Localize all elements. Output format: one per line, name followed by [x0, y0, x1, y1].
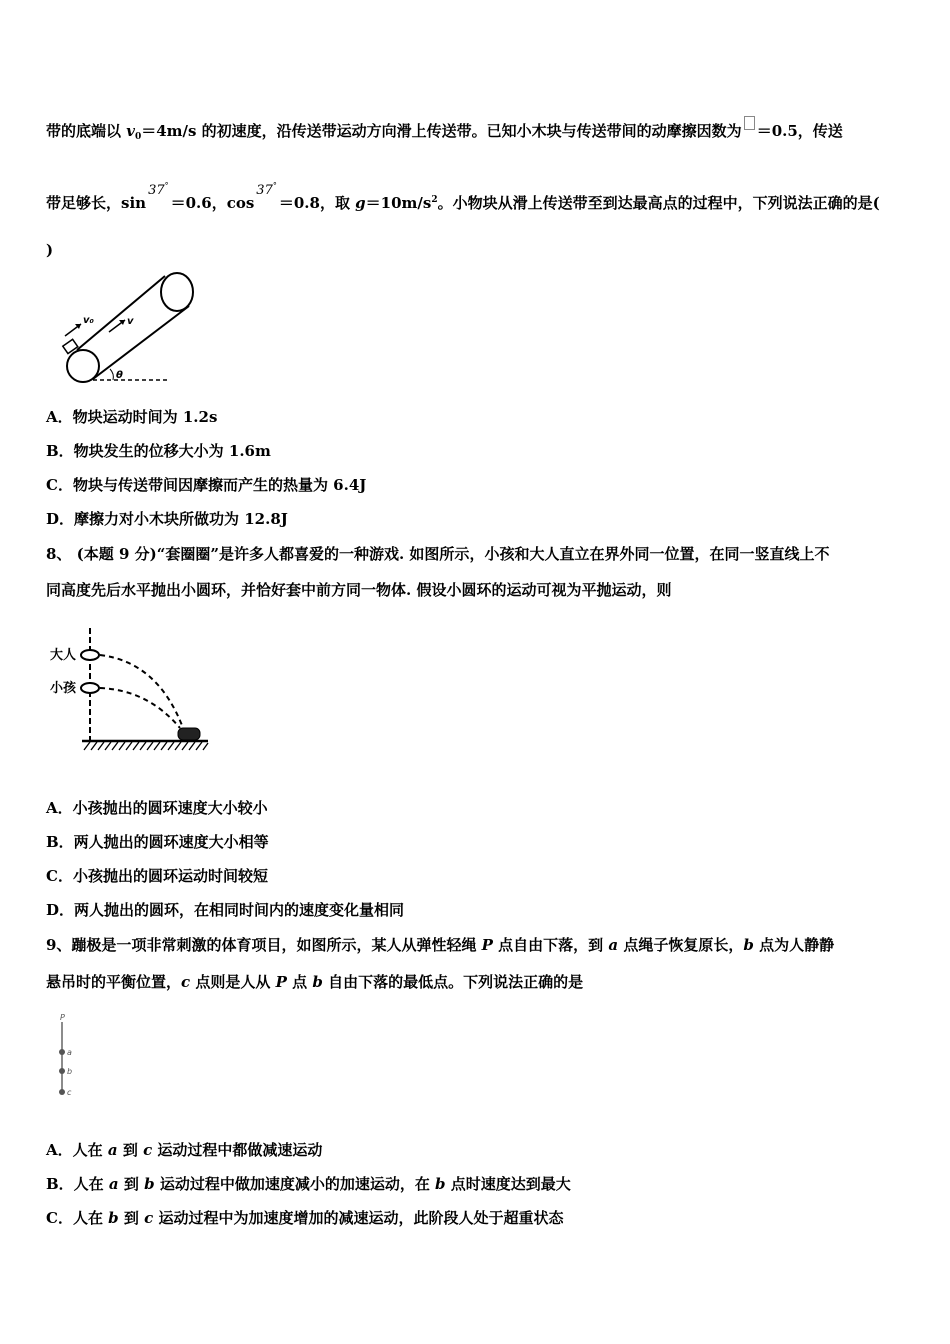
- ground-hatching: [84, 742, 208, 750]
- q8-option-d[interactable]: D．两人抛出的圆环，在相同时间内的速度变化量相同: [46, 901, 405, 919]
- bungee-figure: [54, 1012, 84, 1102]
- label-a: a: [67, 1048, 72, 1057]
- q7-stem-line-1: 带的底端以 $v_0=4m/s$ 的初速度，沿传送带运动方向滑上传送带。已知小木块与传送带间的动摩擦因数为 ＝0.5，传送: [46, 116, 843, 147]
- point-b: [59, 1068, 65, 1074]
- target-object: [178, 728, 200, 740]
- q7-option-c[interactable]: C．物块与传送带间因摩擦而产生的热量为 6.4J: [46, 476, 367, 494]
- q8-option-b[interactable]: B．两人抛出的圆环速度大小相等: [46, 833, 269, 851]
- q8-option-a[interactable]: A．小孩抛出的圆环速度大小较小: [46, 799, 268, 817]
- label-c: c: [67, 1088, 72, 1097]
- label-P: P: [60, 1013, 65, 1022]
- q7-option-a[interactable]: A．物块运动时间为 1.2s: [46, 408, 218, 426]
- conveyor-belt-figure: [55, 268, 200, 386]
- label-v0: v₀: [83, 315, 94, 326]
- label-adult: 大人: [50, 648, 77, 663]
- point-a: [59, 1049, 65, 1055]
- q7-option-d[interactable]: D．摩擦力对小木块所做功为 12.8J: [46, 510, 288, 528]
- q7-stem-line-3: ): [46, 241, 54, 259]
- adult-ring: [81, 650, 99, 660]
- q7-option-b[interactable]: B．物块发生的位移大小为 1.6m: [46, 442, 271, 460]
- top-pulley: [161, 273, 193, 311]
- q9-stem-line-2: 悬吊时的平衡位置，c 点则是人从 P 点 b 自由下落的最低点。下列说法正确的是: [46, 973, 584, 991]
- mu-symbol-placeholder: [744, 116, 755, 130]
- point-c: [59, 1089, 65, 1095]
- child-ring: [81, 683, 99, 693]
- q8-stem-line-2: 同高度先后水平抛出小圆环，并恰好套中前方同一物体. 假设小圆环的运动可视为平抛运动，则: [46, 581, 672, 599]
- q7-stem-line-2: 带足够长，sin37°＝0.6，cos37°＝0.8，取 $g=10m/s^2$。小物块从滑上传送带至到达最高点的过程中，下列说法正确的是(: [46, 181, 880, 212]
- q8-option-c[interactable]: C．小孩抛出的圆环运动时间较短: [46, 867, 268, 885]
- label-b: b: [67, 1067, 73, 1076]
- q9-option-c[interactable]: C．人在 b 到 c 运动过程中为加速度增加的减速运动，此阶段人处于超重状态: [46, 1209, 564, 1227]
- q8-stem-line-1: 8、 (本题 9 分)“套圈圈”是许多人都喜爱的一种游戏. 如图所示，小孩和大人直立在界外同一位置，在同一竖直线上不: [46, 545, 830, 563]
- label-child: 小孩: [50, 681, 77, 696]
- belt-bottom-edge: [93, 306, 189, 379]
- q9-option-a[interactable]: A．人在 a 到 c 运动过程中都做减速运动: [46, 1141, 323, 1159]
- belt-top-edge: [77, 276, 165, 350]
- adult-trajectory: [100, 655, 183, 728]
- child-trajectory: [100, 688, 180, 728]
- q9-option-b[interactable]: B．人在 a 到 b 运动过程中做加速度减小的加速运动，在 b 点时速度达到最大: [46, 1175, 571, 1193]
- ring-toss-figure: [48, 624, 210, 752]
- label-theta: θ: [116, 370, 123, 381]
- label-v: v: [127, 316, 134, 327]
- q9-stem-line-1: 9、蹦极是一项非常刺激的体育项目，如图所示，某人从弹性轻绳 P 点自由下落，到 a 点绳子恢复原长，b 点为人静静: [46, 936, 835, 954]
